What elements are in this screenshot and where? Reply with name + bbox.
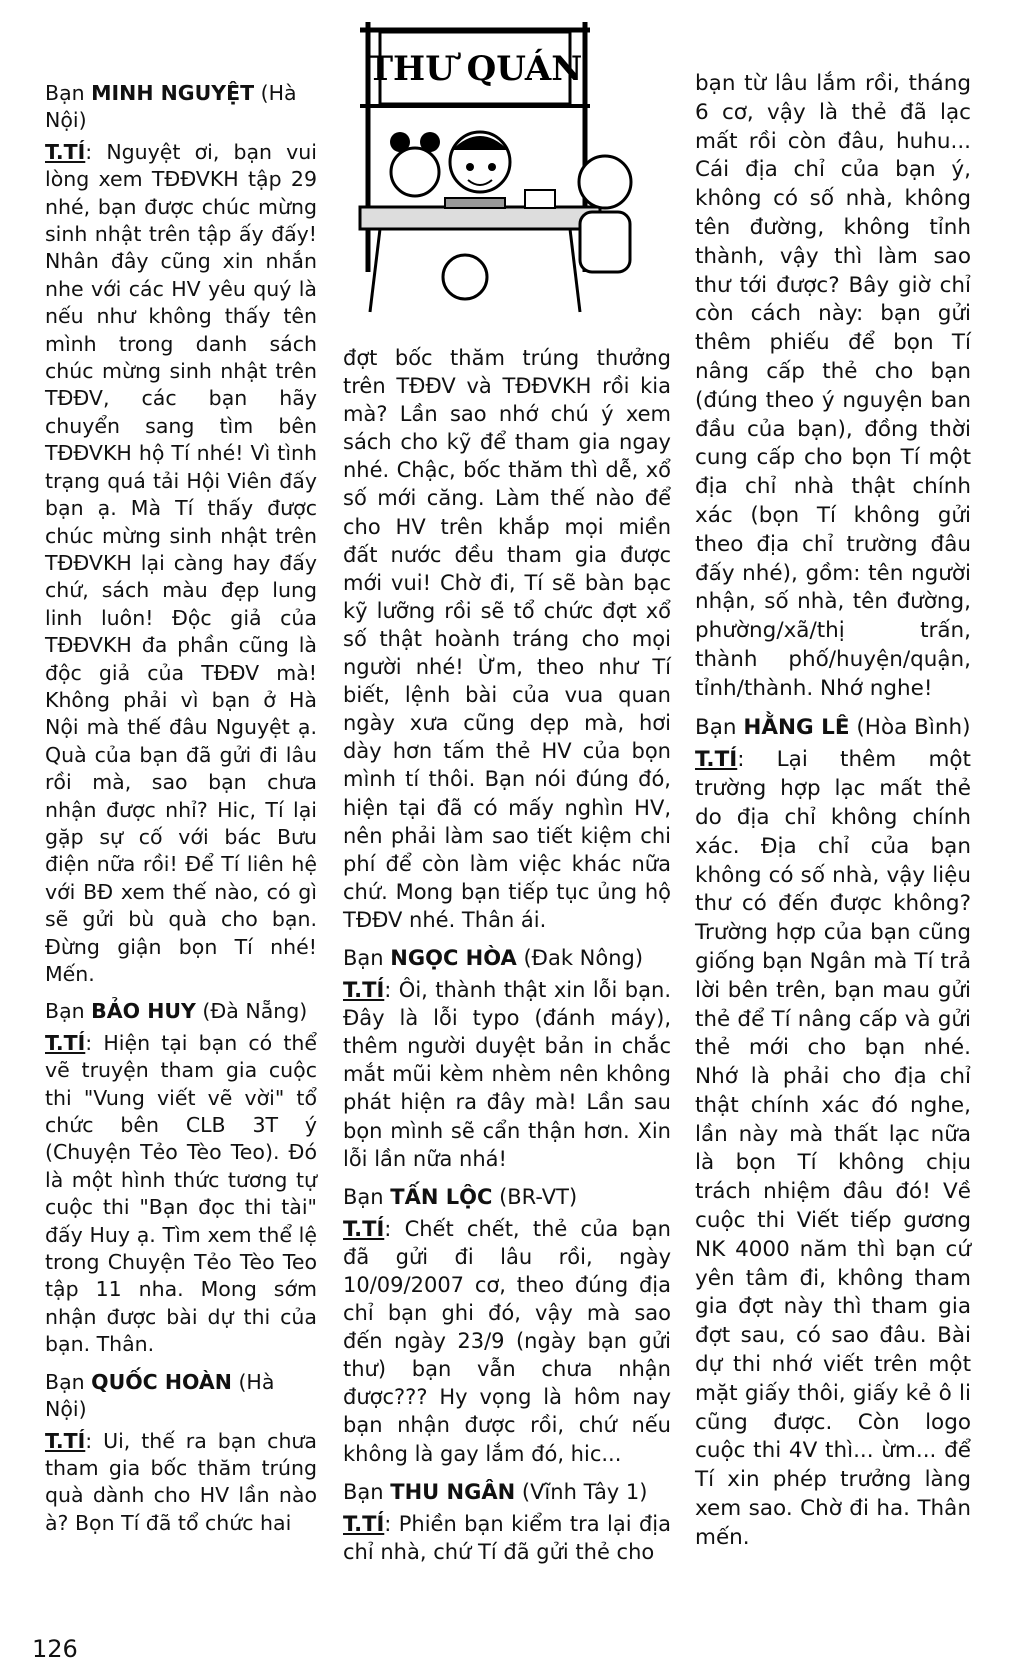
column-middle xyxy=(343,344,671,1572)
box-icon xyxy=(525,190,555,208)
salutation: Bạn xyxy=(343,1479,384,1504)
letter-header xyxy=(45,1369,317,1424)
reader-name: HẰNG LÊ xyxy=(743,714,850,740)
reply-author: T.TÍ xyxy=(45,1030,86,1055)
sign-label: THƯ QUÁN xyxy=(367,49,583,89)
letter-header xyxy=(45,80,317,135)
reply-author: T.TÍ xyxy=(343,1216,385,1241)
reader-place: (BR-VT) xyxy=(499,1184,578,1209)
reader-name: THU NGÂN xyxy=(390,1479,516,1504)
letter-header xyxy=(695,714,971,743)
salutation: Bạn xyxy=(45,81,85,105)
reply-text: : Nguyệt ơi, bạn vui lòng xem TĐĐVKH tập 29 nhé, bạn được chúc mừng sinh nhật trên tập ấy đấy! Nhân đây cũng xin nhắn nhe với các HV yêu quý là nếu như không thấy tên mình trong danh sách chúc mừng sinh nhật trên TĐĐV, các bạn hãy chuyển sang tìm bên TĐĐVKH hộ Tí nhé! Vì tình trạng quá tải Hội Viên đấy bạn ạ. Mà Tí thấy được chúc mừng sinh nhật trên TĐĐVKH lại càng hay đấy chứ, sách màu đẹp lung linh luôn! Độc giả của TĐĐVKH đa phần cũng là độc giả của TĐĐV mà! Không phải vì bạn ở Hà Nội mà thế đâu Nguyệt ạ. Quà của bạn đã gửi đi lâu rồi mà, sao bạn chưa nhận được nhỉ? Hic, Tí lại gặp sự cố với bác Bưu điện nữa rồi! Để Tí liên hệ với BĐ xem thế nào, có gì sẽ gửi bù quà cho bạn. Đừng giận bọn Tí nhé! Mến. xyxy=(45,139,317,986)
reader-place: (Đà Nẵng) xyxy=(202,999,308,1024)
salutation: Bạn xyxy=(343,1184,384,1209)
character-girl xyxy=(391,148,439,196)
reply-author: T.TÍ xyxy=(343,978,385,1003)
reply xyxy=(45,139,317,989)
reply xyxy=(45,1428,317,1538)
reader-name: BẢO HUY xyxy=(91,999,196,1024)
thu-quan-illustration xyxy=(320,12,690,337)
column-left xyxy=(45,70,317,1543)
reply-author: T.TÍ xyxy=(343,1511,385,1536)
reply-continuation: đợt bốc thăm trúng thưởng trên TĐĐV và TĐĐVKH rồi kia mà? Lần sao nhớ chú ý xem sách cho kỹ để tham gia ngay nhé. Chậc, bốc thăm thì dễ, xổ số mới căng. Làm thế nào để cho HV trên khắp mọi miền đất nước đều tham gia được mới vui! Chờ đi, Tí sẽ bàn bạc kỹ lưỡng rồi sẽ tổ chức đợt xổ số thật hoành tráng cho mọi người nhé! Ừm, theo như Tí biết, lệnh bài của vua quan ngày xưa cũng dẹp mà, hơi dày hơn tấm thẻ HV của bọn mình tí thôi. Bạn nói đúng đó, hiện tại đã có mấy nghìn HV, nên phải làm sao tiết kiệm chi phí để còn làm việc khác nữa chứ. Mong bạn tiếp tục ủng hộ TĐĐV nhé. Thân ái. xyxy=(343,346,671,932)
reader-place: (Hà Nội) xyxy=(45,1369,275,1422)
salutation: Bạn xyxy=(45,999,85,1024)
reply-author: T.TÍ xyxy=(45,1428,86,1453)
counter xyxy=(360,207,600,229)
reply-author: T.TÍ xyxy=(695,747,738,773)
reply xyxy=(343,976,671,1173)
reply-text: : Hiện tại bạn có thể vẽ truyện tham gia cuộc thi "Vung viết vẽ vời" tổ chức bên CLB 3T ý (Chuyện Tẻo Tèo Teo). Đó là một hình thức tương tự cuộc thi "Bạn đọc thi tài" đấy Huy ạ. Tìm xem thể lệ trong Chuyện Tẻo Tèo Teo tập 11 nha. Mong sớm nhận được bài dự thi của bạn. Thân. xyxy=(45,1030,317,1357)
reply-text: : Chết chết, thẻ của bạn đã gửi đi lâu rồi, ngày 10/09/2007 cơ, theo đúng địa chỉ bạn ghi đó, vậy mà sao đến ngày 23/9 (ngày bạn gửi thư) bạn vẫn chưa nhận được??? Hy vọng là hôm nay bạn nhận được rồi, chứ nếu không là gay lắm đó, hic... xyxy=(343,1216,671,1466)
reply-continuation: bạn từ lâu lắm rồi, tháng 6 cơ, vậy là thẻ đã lạc mất rồi còn đâu, huhu... Cái địa chỉ của bạn ý, không có số nhà, không tên đường, không tỉnh thành, vậy thì làm sao thư tới được? Bây giờ chỉ còn cách này: bạn gửi thêm phiếu để bọn Tí nâng cấp thẻ cho bạn (đúng theo ý nguyện ban đầu của bạn), đồng thời cung cấp cho bọn Tí một địa chỉ nhà thật chính xác (bọn Tí không gửi theo địa chỉ trường đâu đấy nhé), gồm: tên người nhận, số nhà, tên đường, phường/xã/thị trấn, thành phố/huyện/quận, tỉnh/thành. Nhớ nghe! xyxy=(695,71,971,701)
reader-name: QUỐC HOÀN xyxy=(91,1369,232,1394)
column-right xyxy=(695,70,971,1559)
page-number: 126 xyxy=(32,1635,78,1663)
reply-text: : Lại thêm một trường hợp lạc mất thẻ do địa chỉ không chính xác. Địa chỉ của bạn không có số nhà, vậy liệu thư có đến được không? Trường hợp của bạn cũng giống bạn Ngân mà Tí trả lời bên trên, bạn mau gửi thẻ để Tí nâng cấp và gửi thẻ mới cho bạn nhé. Nhớ là phải cho địa chỉ thật chính xác đó nghe, lần này mà thất lạc nữa là bọn Tí không chịu trách nhiệm đâu đó! Về cuộc thi Viết tiếp gương NK 4000 năm thì bạn cứ yên tâm đi, không tham gia đợt này thì tham gia đợt sau, có sao đâu. Bài dự thi nhớ viết trên một mặt giấy thôi, giấy kẻ ô li cũng được. Còn logo cuộc thi 4V thì... ừm... để Tí xin phép trưởng làng xem sao. Chờ đi ha. Thân mến. xyxy=(695,747,971,1550)
reader-place: (Hòa Bình) xyxy=(856,714,971,740)
reply xyxy=(695,746,971,1552)
letter-header xyxy=(343,1183,671,1211)
letter-header xyxy=(45,998,317,1025)
reply xyxy=(343,1215,671,1468)
character-under-table xyxy=(443,255,487,299)
reader-place: (Hà Nội) xyxy=(45,81,297,133)
reply xyxy=(343,1510,671,1566)
salutation: Bạn xyxy=(695,714,737,740)
letter-header xyxy=(343,944,671,972)
reply-text: : Ui, thế ra bạn chưa tham gia bốc thăm trúng quà dành cho HV lần nào à? Bọn Tí đã tổ chức hai xyxy=(45,1428,317,1535)
reader-name: NGỌC HÒA xyxy=(390,945,517,970)
reply-author: T.TÍ xyxy=(45,139,86,164)
letter-header xyxy=(343,1478,671,1506)
reply-text: : Ôi, thành thật xin lỗi bạn. Đây là lỗi typo (đánh máy), thêm người duyệt bản in chắc mắt mũi kèm nhèm nên không phát hiện ra đây mà! Lần sau bọn mình sẽ cẩn thận hơn. Xin lỗi lần nữa nhá! xyxy=(343,978,671,1171)
reply-text: : Phiền bạn kiểm tra lại địa chỉ nhà, chứ Tí đã gửi thẻ cho xyxy=(343,1511,671,1564)
reader-name: TẤN LỘC xyxy=(390,1184,493,1209)
salutation: Bạn xyxy=(45,1369,85,1394)
reader-place: (Vĩnh Tây 1) xyxy=(521,1479,648,1504)
reply xyxy=(45,1030,317,1359)
reader-name: MINH NGUYỆT xyxy=(91,81,255,105)
character-monk xyxy=(579,156,631,208)
papers-icon xyxy=(445,198,505,208)
salutation: Bạn xyxy=(343,945,384,970)
reader-place: (Đak Nông) xyxy=(523,945,644,970)
